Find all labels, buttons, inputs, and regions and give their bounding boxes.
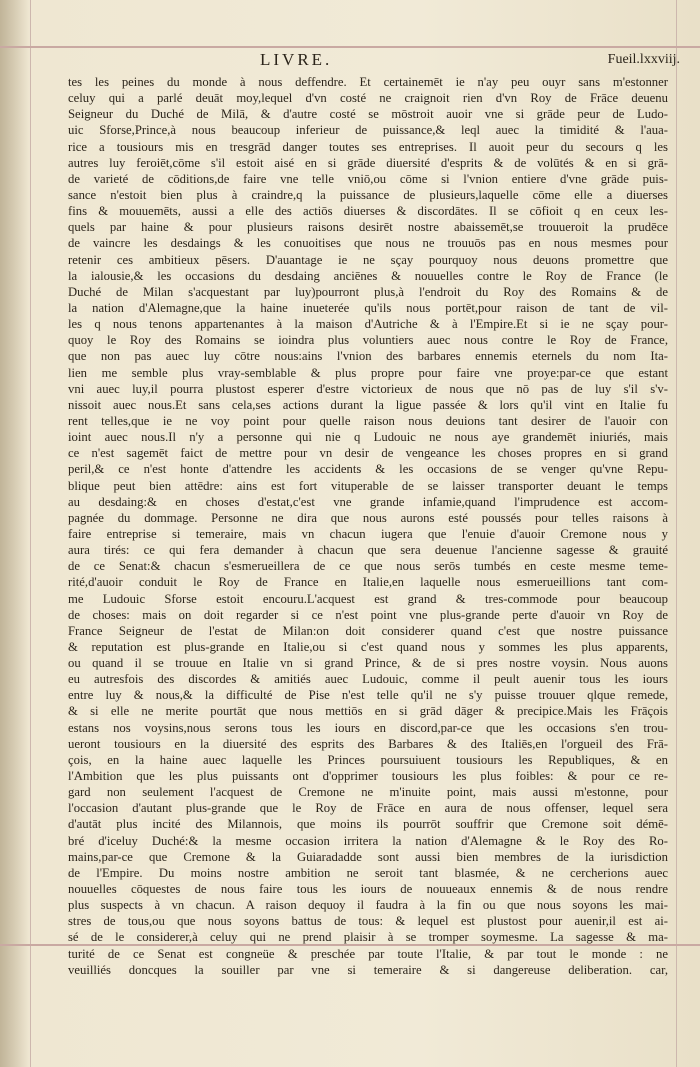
text-line: la nation d'Alemagne,que la haine inueterée qu'ils nous portēt,pour raison de tant de vil- bbox=[68, 300, 668, 315]
text-line: retenir ces ambitieux pēsers. D'auantage ie ne sçay pourquoy nous deuons promettre que bbox=[68, 252, 668, 267]
text-line: de ce Senat:& chacun s'esmerueillera de ce que nous serōs tumbés en ceste mesme teme- bbox=[68, 559, 668, 574]
text-line: peril,& ce n'est honte d'attendre les accidents & les occasions de se venger qu'vne Repu- bbox=[68, 462, 668, 477]
text-line: stres de tous,ou que nous soyons battus de tous: & lequel est plustost pour auenir,il est ai- bbox=[68, 914, 668, 929]
text-line: quels par haine & pour plusieurs raisons desirēt nostre abaissemēt,se trouueroit la prudēce bbox=[68, 220, 668, 235]
text-line: les q nous tenons appartenantes à la maison d'Autriche & à l'Empire.Et si ie ne sçay pour- bbox=[68, 317, 668, 332]
text-line: ueront tousiours en la diuersité des esprits des Barbares & des Italiēs,en l'orgueil des Frā- bbox=[68, 736, 668, 751]
text-line: turité de ce Senat est congneüe & preschée par toute l'Italie, & par tout le monde : ne bbox=[68, 946, 668, 961]
text-line: mains,par-ce que Cremone & la Guiaradadde sont aussi bien membres de la iurisdiction bbox=[68, 849, 668, 864]
text-line: veuilliés doncques la souiller par vne si temeraire & si dangereuse deliberation. car, bbox=[68, 962, 668, 977]
text-line: pagnée du dommage. Personne ne dira que nous aurons esté poussés pour telles raisons à bbox=[68, 510, 668, 525]
margin-rule-left bbox=[30, 0, 31, 1067]
text-line: çois, en la haine auec laquelle les Princes poursuiuent tousiours les Republiques, & en bbox=[68, 752, 668, 767]
text-line: rent telles,que ie ne voy point pour quelle raison nous deuions tant desirer de l'auoir con bbox=[68, 413, 668, 428]
text-line: eu autresfois des discordes & amitiés auec Ludouic, comme il peult auenir tous les iours bbox=[68, 672, 668, 687]
text-line: estans nos voysins,nous serons tous les iours en discord,par-ce que les occasions s'en trou- bbox=[68, 720, 668, 735]
text-line: blique peut bien attēdre: ains est fort vituperable de se laisser transporter deuant le temps bbox=[68, 478, 668, 493]
text-line: & si elle ne merite pourtāt que nous mettiōs en si grād dāger & precipice.Mais les Frāçois bbox=[68, 704, 668, 719]
text-line: aura tirés: ce qui fera demander à chacun que sera deuenue l'ancienne sagesse & grauité bbox=[68, 543, 668, 558]
text-line: gard non seulement l'acquest de Cremone ne m'inuite point, mais aussi m'estonne, pour bbox=[68, 785, 668, 800]
text-line: entre luy & nous,& la difficulté de Pise n'est telle qu'il ne s'y puisse trouuer qlque remede, bbox=[68, 688, 668, 703]
text-line: uic Sforse,Prince,à nous beaucoup inferieur de puissance,& leql auec la timidité & l'aua- bbox=[68, 123, 668, 138]
text-line: bré d'iceluy Duché:& la mesme occasion irritera la nation d'Alemagne & le Roy des Ro- bbox=[68, 833, 668, 848]
gutter-shadow bbox=[0, 0, 30, 1067]
body-text bbox=[68, 74, 668, 978]
text-line: tes les peines du monde à nous deffendre. Et certainemēt ie n'ay peu ouyr sans m'estonner bbox=[68, 75, 668, 89]
text-line: Duché de Milan s'acquestant par luy)pourront plus,à l'endroit du Roy des Romains & de bbox=[68, 284, 668, 299]
text-line: rice a tousiours mis en tresgrād danger toutes ses entreprises. Il auoit peur du secours q les bbox=[68, 139, 668, 154]
text-line: que non pas auec luy cōtre nous:ains l'vnion des barbares ennemis eternels du nom Ita- bbox=[68, 349, 668, 364]
text-line: de vaincre les desdaings & les conuoitises que nous ne trouuōs pas en nous mesmes pour bbox=[68, 236, 668, 251]
margin-rule-right bbox=[676, 0, 677, 1067]
text-line: ioint auec nous.Il n'y a personne qui nie q Ludouic ne nous aye grandemēt iniuriés, mais bbox=[68, 430, 668, 445]
text-line: & reputation est plus-grande en Italie,ou si c'est quand nous y sommes les plus apparents, bbox=[68, 639, 668, 654]
text-line: celuy qui a parlé deuāt moy,lequel d'vn costé ne craignoit rien d'vn Roy de Frāce deuenu bbox=[68, 91, 668, 106]
text-line: me Ludouic Sforse estoit encouru.L'acquest est grand & tres-commode pour beaucoup bbox=[68, 591, 668, 606]
text-line: France Seigneur de l'estat de Milan:on doit considerer quand c'est que nostre puissance bbox=[68, 623, 668, 638]
text-line: fins & mouuemēts, aussi a elle des actiōs diuerses & discordātes. Il se cōfioit q en ceux les- bbox=[68, 204, 668, 219]
text-line: ou quand il se trouue en Italie vn si grand Prince, & de si pres nostre voysin. Nous auons bbox=[68, 656, 668, 671]
text-line: la ialousie,& les occasions du desdaing anciēnes & nouuelles contre le Roy de France (le bbox=[68, 268, 668, 283]
text-line: nouuelles cōquestes de nous faire tous les iours de nouueaux ennemis & de nous rendre bbox=[68, 882, 668, 897]
text-line: l'Ambition que les plus puissants ont d'opprimer tousiours les plus foibles: & pour ce re- bbox=[68, 769, 668, 784]
text-line: vni auec luy,il pourra plustost esperer d'estre victorieux de nous que nō pas de luy s'il s'v- bbox=[68, 381, 668, 396]
text-line: lien me semble plus vray-semblable & plus propre pour faire vne proye:par-ce que estant bbox=[68, 365, 668, 380]
text-line: Seigneur du Duché de Milā, & d'autre costé se mōstroit auoir vne si grāde peur de Ludo- bbox=[68, 107, 668, 122]
text-line: de l'Empire. Du moins nostre ambition ne seroit tant blasmée, & ne cercherions auec bbox=[68, 865, 668, 880]
page-header bbox=[0, 50, 700, 72]
text-line: faire entreprise si temeraire, mais vn chacun iugera que l'enuie d'auoir Cremone nous y bbox=[68, 526, 668, 541]
text-line: de choses: mais on doit regarder si ce n'est point vne plus-grande perte d'auoir vn Roy de bbox=[68, 607, 668, 622]
text-line: plus suspects à vn chacun. A raison dequoy il faudra à la fin ou que nous soyons les mai- bbox=[68, 898, 668, 913]
running-head: LIVRE. bbox=[260, 50, 333, 69]
text-line: quoy le Roy des Romains se ioindra plus voluntiers auec nous contre le Roy de France, bbox=[68, 333, 668, 348]
text-line: nissoit auec nous.Et sans cela,ses actions durant la ligue passée & lors qu'il vint en Italie fu bbox=[68, 397, 668, 412]
text-line: rité,d'auoir conduit le Roy de France en Italie,en laquelle nous esmerueillions tant com- bbox=[68, 575, 668, 590]
text-line: sé de le considerer,à celuy qui ne prend plaisir à se tromper soymesme. La sagesse & ma- bbox=[68, 930, 668, 945]
text-line: sance n'estoit bien plus à craindre,q la puissance de plusieurs,laquelle cōme elle a diuerses bbox=[68, 187, 668, 202]
text-line: autres luy feroiēt,cōme s'il estoit aisé en si grāde diuersité d'esprits & de volūtés & en si grā- bbox=[68, 155, 668, 170]
text-line: ce n'est sagemēt faict de mettre pour vn desir de vengeance les choses propres en si grand bbox=[68, 446, 668, 461]
text-line: de varieté de cōditions,de faire vne telle vniō,ou cōme si l'vnion entiere d'vne grāde puis- bbox=[68, 171, 668, 186]
top-rule bbox=[0, 46, 700, 48]
folio-number: Fueil.lxxviij. bbox=[607, 52, 680, 67]
text-line: au desdaing:& en choses d'estat,c'est vne grande infamie,quand l'imprudence est accom- bbox=[68, 494, 668, 509]
text-line: l'occasion d'autant plus-grande que le Roy de Frāce en aura de nous offenser, lequel sera bbox=[68, 801, 668, 816]
text-line: d'autāt plus incité des Milannois, que moins ils pourrōt souffrir que Cremone soit démē- bbox=[68, 817, 668, 832]
